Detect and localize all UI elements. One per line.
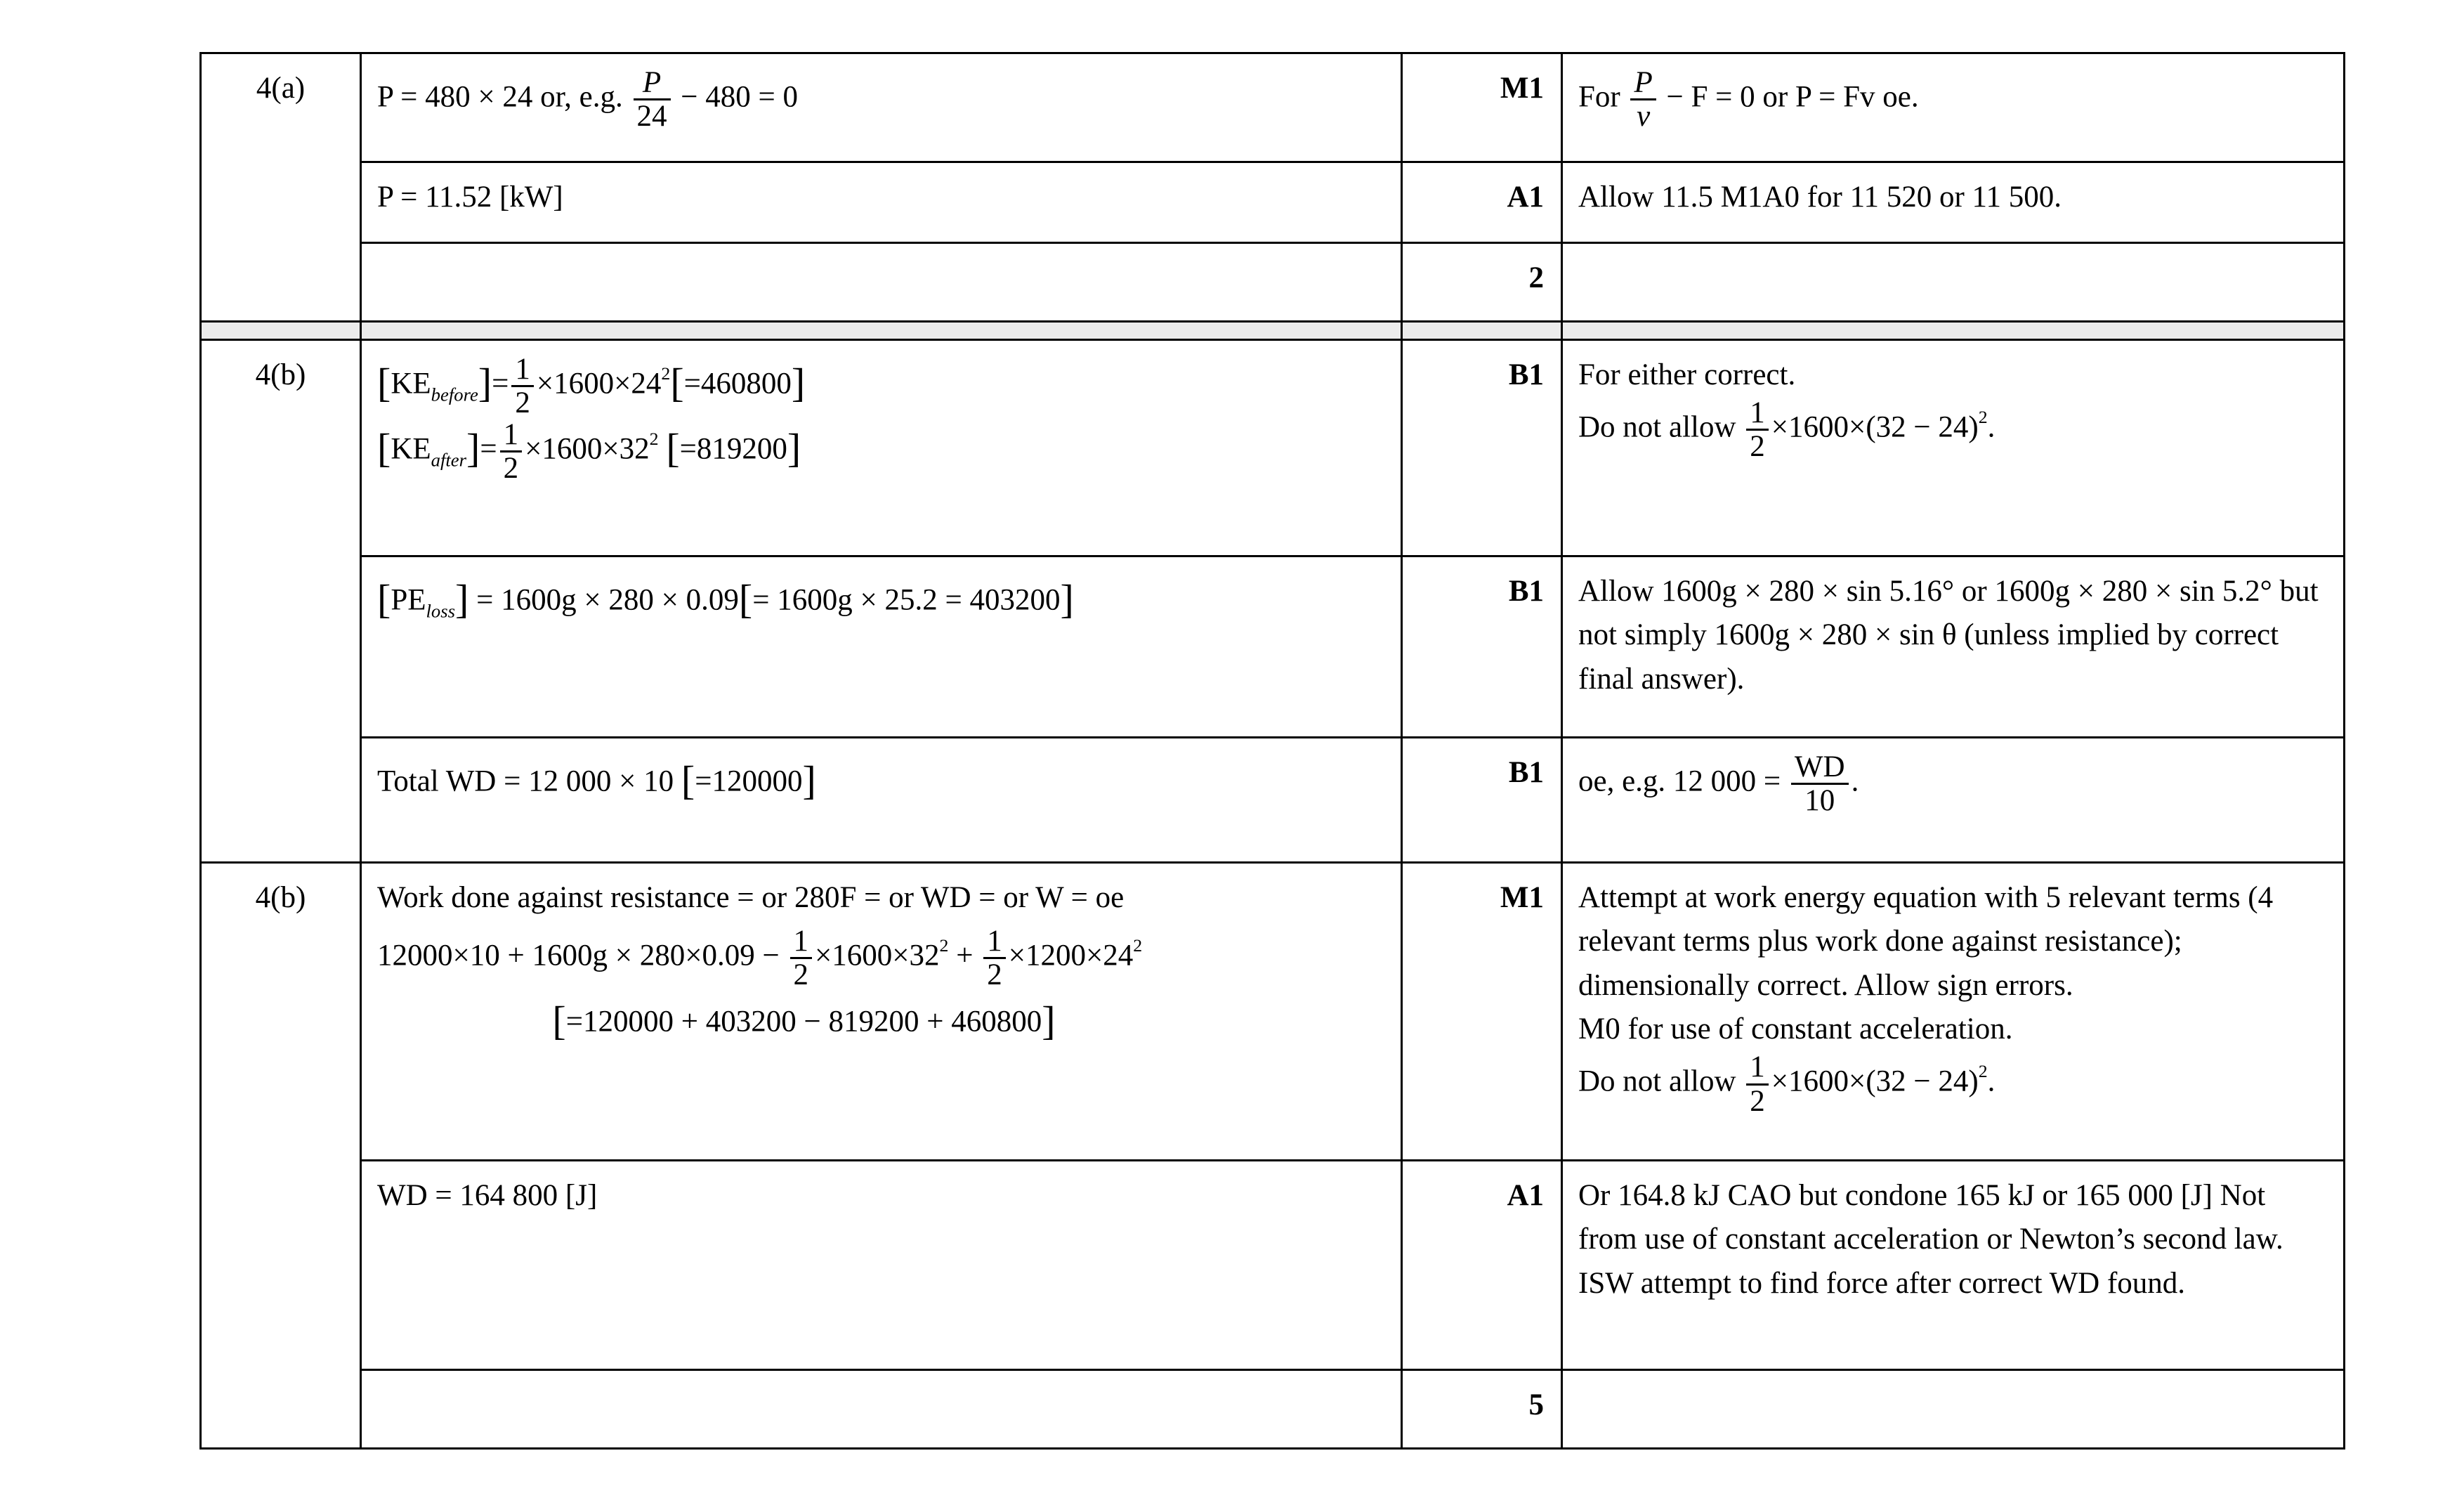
guidance-cell xyxy=(1562,556,2345,738)
working-expression: P = 480 × 24 or, e.g. xyxy=(377,80,631,114)
guidance-text: ×1600× xyxy=(1771,410,1866,444)
fraction-denominator: 10 xyxy=(1804,784,1835,818)
working-value: =460800 xyxy=(683,367,792,400)
working-cell: $[PE_{loss}] = 1600g \times 280 \times 0.09[= 1600g \times 25.2 = 403200]$ xyxy=(361,556,1402,738)
working-expression: ×1600×24 xyxy=(536,367,662,400)
fraction-numerator: P xyxy=(634,67,671,100)
mark-code: B1 xyxy=(1508,358,1544,391)
guidance-text: oe, e.g. 12 000 = xyxy=(1578,764,1788,798)
working-expression: Total WD = 12 000 × 10 xyxy=(377,764,681,798)
fraction-denominator: v xyxy=(1637,100,1651,133)
working-expression: ×1600×32 xyxy=(525,432,650,466)
mark-cell xyxy=(1402,863,1562,1161)
question-number: 4(a) xyxy=(256,72,306,105)
ke-after-line: $[KE_{after}]=$ $\frac{1}{2}$ $\times 1600\times 32^2$ [=819200] xyxy=(377,418,801,486)
guidance-text: M0 for use of constant acceleration. xyxy=(1578,1012,2013,1046)
mark-cell xyxy=(1402,1161,1562,1370)
fraction-numerator: 1 xyxy=(1746,397,1769,431)
mark-cell xyxy=(1402,162,1562,243)
guidance-text: For xyxy=(1578,80,1628,114)
table-row xyxy=(201,340,2345,556)
working-expression: ×1600×32 xyxy=(815,939,940,972)
fraction-denominator: 2 xyxy=(987,958,1002,992)
working-expression: P = 11.52 [kW] xyxy=(377,181,563,214)
mark-code: B1 xyxy=(1508,575,1544,608)
working-expression: − 480 = 0 xyxy=(673,80,799,114)
mark-code: A1 xyxy=(1507,1179,1544,1212)
guidance-text: For either correct. xyxy=(1578,358,1796,391)
fraction-denominator: 24 xyxy=(636,100,667,133)
fraction-numerator: 1 xyxy=(500,419,523,452)
working-cell xyxy=(361,53,1402,162)
working-value: =819200 xyxy=(679,432,787,466)
fraction-denominator: 2 xyxy=(793,958,809,992)
working-value: =120000 xyxy=(695,764,803,798)
working-cell xyxy=(361,243,1402,322)
total-mark-cell xyxy=(1402,1370,1562,1449)
ke-label: KE xyxy=(391,432,431,466)
guidance-cell xyxy=(1562,340,2345,556)
work-energy-equation xyxy=(377,925,1385,991)
question-number: 4(b) xyxy=(255,881,306,914)
mark-cell xyxy=(1402,556,1562,738)
table-row xyxy=(201,863,2345,1161)
guidance-text: (32 − 24) xyxy=(1866,1064,1979,1098)
working-cell: Total WD = 12 000 × 10 [=120000] xyxy=(361,738,1402,863)
ke-label: KE xyxy=(391,367,431,400)
guidance-text: Attempt at work energy equation with 5 relevant terms (4 relevant terms plus work done against resistance); dimensionally correct. Allow sign errors. xyxy=(1578,881,2274,1002)
separator-cell xyxy=(1562,322,2345,340)
guidance-text: . xyxy=(1987,410,1996,444)
fraction-denominator: 2 xyxy=(503,452,519,486)
working-expression: Work done against resistance = or 280F = or WD = or W = oe xyxy=(377,881,1125,914)
fraction-numerator: 1 xyxy=(1746,1051,1769,1085)
separator-row xyxy=(201,322,2345,340)
guidance-cell xyxy=(1562,1161,2345,1370)
fraction xyxy=(1630,67,1656,132)
mark-code: B1 xyxy=(1508,756,1544,789)
working-cell xyxy=(361,863,1402,1161)
working-cell xyxy=(361,1161,1402,1370)
pe-subscript: loss xyxy=(426,600,456,622)
working-cell xyxy=(361,162,1402,243)
fraction xyxy=(634,67,671,132)
working-expression: ×1200×24 xyxy=(1008,939,1134,972)
guidance-text: − F = 0 or P = Fv oe. xyxy=(1658,80,1919,114)
separator-cell xyxy=(361,322,1402,340)
guidance-text: Allow 1600g × 280 × sin 5.16° or 1600g × 280 × sin 5.2° but not simply 1600g × 280 × sin θ (unless implied by correct final answer). xyxy=(1578,575,2319,696)
fraction-numerator: P xyxy=(1630,67,1656,100)
mark-cell xyxy=(1402,738,1562,863)
guidance-text: (32 − 24) xyxy=(1866,410,1979,444)
exponent: 2 xyxy=(1978,407,1988,428)
guidance-cell xyxy=(1562,162,2345,243)
table-row xyxy=(201,162,2345,243)
table-row xyxy=(201,1161,2345,1370)
guidance-text: Allow 11.5 M1A0 for 11 520 or 11 500. xyxy=(1578,181,2062,214)
mark-cell xyxy=(1402,340,1562,556)
fraction xyxy=(790,925,813,991)
separator-cell xyxy=(201,322,361,340)
working-value: = 1600g × 25.2 = 403200 xyxy=(752,583,1061,617)
fraction-numerator: 1 xyxy=(511,353,534,387)
separator-cell xyxy=(1402,322,1562,340)
table-row xyxy=(201,1370,2345,1449)
working-expression: = 1600g × 280 × 0.09 xyxy=(476,583,739,617)
equals-sign: = xyxy=(480,432,497,466)
exponent: 2 xyxy=(939,935,949,956)
equation-values-line: [=120000 + 403200 − 819200 + 460800] xyxy=(552,997,1056,1043)
ke-before-line: $[KE_{before}]=$ $\frac{1}{2}$ $\times 1600\times 24^2[=460800]$ xyxy=(377,353,806,420)
guidance-cell xyxy=(1562,738,2345,863)
exponent: 2 xyxy=(649,429,659,450)
pe-label: PE xyxy=(391,583,426,617)
question-number-cell xyxy=(201,53,361,322)
working-expression: 12000×10 + 1600g × 280×0.09 − xyxy=(377,939,787,972)
fraction-numerator: WD xyxy=(1791,751,1849,785)
mark-code: M1 xyxy=(1500,881,1544,914)
exponent: 2 xyxy=(1133,935,1143,956)
fraction-numerator: 1 xyxy=(983,925,1006,959)
guidance-line xyxy=(1578,1051,2328,1116)
mark-cell xyxy=(1402,53,1562,162)
guidance-cell xyxy=(1562,53,2345,162)
fraction xyxy=(1746,397,1769,462)
fraction-denominator: 2 xyxy=(1750,1084,1765,1118)
guidance-text: Do not allow xyxy=(1578,1064,1744,1098)
total-mark-cell xyxy=(1402,243,1562,322)
guidance-text: ×1600× xyxy=(1771,1064,1866,1098)
fraction xyxy=(983,925,1006,991)
table-row xyxy=(201,556,2345,738)
question-number-cell xyxy=(201,340,361,863)
ke-subscript: before xyxy=(431,384,478,405)
guidance-line xyxy=(1578,397,2328,462)
fraction xyxy=(500,419,523,484)
fraction xyxy=(1746,1051,1769,1116)
equals-sign: = xyxy=(492,367,509,400)
guidance-cell xyxy=(1562,1370,2345,1449)
fraction-denominator: 2 xyxy=(515,386,530,420)
total-mark: 5 xyxy=(1528,1388,1544,1421)
total-mark: 2 xyxy=(1528,261,1544,294)
working-expression: WD = 164 800 [J] xyxy=(377,1179,598,1212)
working-cell xyxy=(361,1370,1402,1449)
working-value: =120000 + 403200 − 819200 + 460800 xyxy=(565,1004,1042,1038)
table-row xyxy=(201,738,2345,863)
fraction xyxy=(511,353,534,419)
exponent: 2 xyxy=(661,363,671,384)
fraction-denominator: 2 xyxy=(1750,430,1765,464)
guidance-text: . xyxy=(1987,1064,1996,1098)
question-number: 4(b) xyxy=(255,358,306,391)
mark-scheme-table xyxy=(199,52,2345,1450)
guidance-cell xyxy=(1562,243,2345,322)
mark-code: A1 xyxy=(1507,181,1544,214)
mark-code: M1 xyxy=(1500,72,1544,105)
guidance-cell xyxy=(1562,863,2345,1161)
guidance-text: Do not allow xyxy=(1578,410,1744,444)
working-cell xyxy=(361,340,1402,556)
table-row xyxy=(201,53,2345,162)
ke-subscript: after xyxy=(431,449,467,471)
working-expression: + xyxy=(948,939,981,972)
table-row xyxy=(201,243,2345,322)
question-number-cell xyxy=(201,863,361,1449)
fraction-numerator: 1 xyxy=(790,925,813,959)
fraction xyxy=(1791,751,1849,816)
guidance-text: . xyxy=(1851,764,1859,798)
guidance-text: Or 164.8 kJ CAO but condone 165 kJ or 165 000 [J] Not from use of constant acceleration or Newton’s second law. ISW attempt to find force after correct WD found. xyxy=(1578,1179,2283,1300)
exponent: 2 xyxy=(1978,1061,1988,1082)
